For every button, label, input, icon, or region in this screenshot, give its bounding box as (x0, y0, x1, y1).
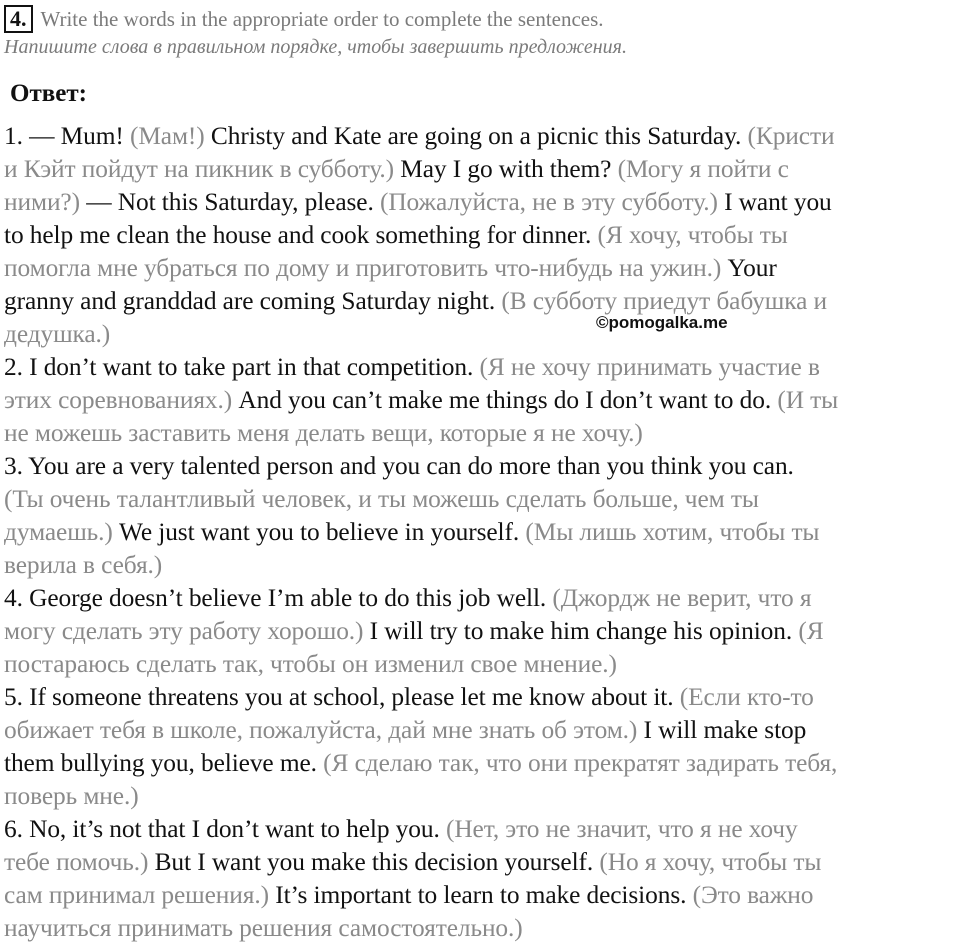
task-number: 4. (4, 5, 33, 33)
english-text: them bullying you, believe me. (4, 749, 324, 777)
english-text: 2. I don’t want to take part in that competition. (4, 353, 480, 381)
translation-text: (Я хочу, чтобы ты (597, 221, 788, 249)
translation-text: (Пожалуйста, не в эту субботу.) (379, 188, 725, 216)
translation-text: тебе помочь.) (4, 848, 155, 876)
english-text: 1. — Mum! (4, 122, 130, 150)
translation-text: сам принимал решения.) (4, 881, 276, 909)
english-text: 4. George doesn’t believe I’m able to do this job well. (4, 584, 553, 612)
english-text: granny and granddad are coming Saturday night. (4, 287, 502, 315)
task-header (4, 4, 954, 59)
task-instruction-line (4, 4, 954, 34)
answer-label: Ответ: (10, 80, 87, 107)
answer-line (4, 648, 959, 681)
task-instruction-en: Write the words in the appropriate order to complete the sentences. (40, 6, 604, 31)
translation-text: помогла мне убраться по дому и приготовить что-нибудь на ужин.) (4, 254, 728, 282)
answer-line (4, 747, 959, 780)
answer-line (4, 450, 959, 483)
watermark: ©pomogalka.me (596, 313, 728, 332)
answer-line (4, 318, 959, 351)
translation-text: и Кэйт пойдут на пикник в субботу.) (4, 155, 401, 183)
answer-line (4, 846, 959, 879)
answer-line (4, 351, 959, 384)
answer-line (4, 285, 959, 318)
english-text: 5. If someone threatens you at school, please let me know about it. (4, 683, 680, 711)
answer-line (4, 615, 959, 648)
translation-text: (В субботу приедут бабушка и (501, 287, 827, 315)
answer-line (4, 780, 959, 813)
translation-text: дедушка.) (4, 320, 111, 348)
english-text: 6. No, it’s not that I don’t want to help you. (4, 815, 446, 843)
english-text: Christy and Kate are going on a picnic this Saturday. (210, 122, 748, 150)
translation-text: (Это важно (692, 881, 814, 909)
translation-text: этих соревнованиях.) (4, 386, 239, 414)
english-text: We just want you to believe in yourself. (119, 518, 526, 546)
translation-text: (Могу я пойти с (617, 155, 789, 183)
answer-line (4, 516, 959, 549)
translation-text: (Нет, это не значит, что я не хочу (445, 815, 798, 843)
answer-line (4, 120, 959, 153)
english-text: 3. You are a very talented person and you can do more than you think you can. (4, 452, 794, 480)
english-text: to help me clean the house and cook something for dinner. (4, 221, 598, 249)
translation-text: (Если кто-то (679, 683, 814, 711)
translation-text: ними?) (4, 188, 87, 216)
english-text: It’s important to learn to make decisions. (275, 881, 693, 909)
answer-line (4, 384, 959, 417)
translation-text: научиться принимать решения самостоятельно.) (4, 914, 523, 942)
translation-text: думаешь.) (4, 518, 119, 546)
answer-line (4, 714, 959, 747)
translation-text: (Джордж не верит, что я (552, 584, 812, 612)
answer-line (4, 483, 959, 516)
translation-text: постараюсь сделать так, чтобы он изменил свое мнение.) (4, 650, 617, 678)
answer-line (4, 549, 959, 582)
answer-line (4, 879, 959, 912)
answer-line (4, 813, 959, 846)
english-text: Your (727, 254, 777, 282)
translation-text: (Кристи (747, 122, 835, 150)
english-text: I will make stop (643, 716, 807, 744)
english-text: But I want you make this decision yourself. (154, 848, 600, 876)
answer-line (4, 417, 959, 450)
translation-text: (Мы лишь хотим, чтобы ты (525, 518, 820, 546)
translation-text: могу сделать эту работу хорошо.) (4, 617, 370, 645)
translation-text: не можешь заставить меня делать вещи, которые я не хочу.) (4, 419, 643, 447)
translation-text: (Я сделаю так, что они прекратят задирать тебя, (323, 749, 838, 777)
translation-text: (Мам!) (129, 122, 211, 150)
translation-text: (Я не хочу принимать участие в (479, 353, 820, 381)
task-instruction-ru: Напишите слова в правильном порядке, чтобы завершить предложения. (4, 36, 627, 58)
translation-text: (Я (798, 617, 824, 645)
translation-text: верила в себя.) (4, 551, 163, 579)
english-text: And you can’t make me things do I don’t want to do. (238, 386, 778, 414)
translation-text: (И ты (777, 386, 839, 414)
answer-line (4, 912, 959, 945)
translation-text: обижает тебя в школе, пожалуйста, дай мне знать об этом.) (4, 716, 644, 744)
english-text: May I go with them? (400, 155, 618, 183)
english-text: I will try to make him change his opinion. (369, 617, 799, 645)
english-text: — Not this Saturday, please. (86, 188, 380, 216)
translation-text: поверь мне.) (4, 782, 139, 810)
answer-line (4, 153, 959, 186)
answer-line (4, 582, 959, 615)
translation-text: (Но я хочу, чтобы ты (599, 848, 822, 876)
answer-line (4, 219, 959, 252)
english-text: I want you (724, 188, 832, 216)
answer-line (4, 186, 959, 219)
answer-text (4, 120, 959, 945)
answer-line (4, 681, 959, 714)
translation-text: (Ты очень талантливый человек, и ты можешь сделать больше, чем ты (4, 485, 759, 513)
answer-line (4, 252, 959, 285)
